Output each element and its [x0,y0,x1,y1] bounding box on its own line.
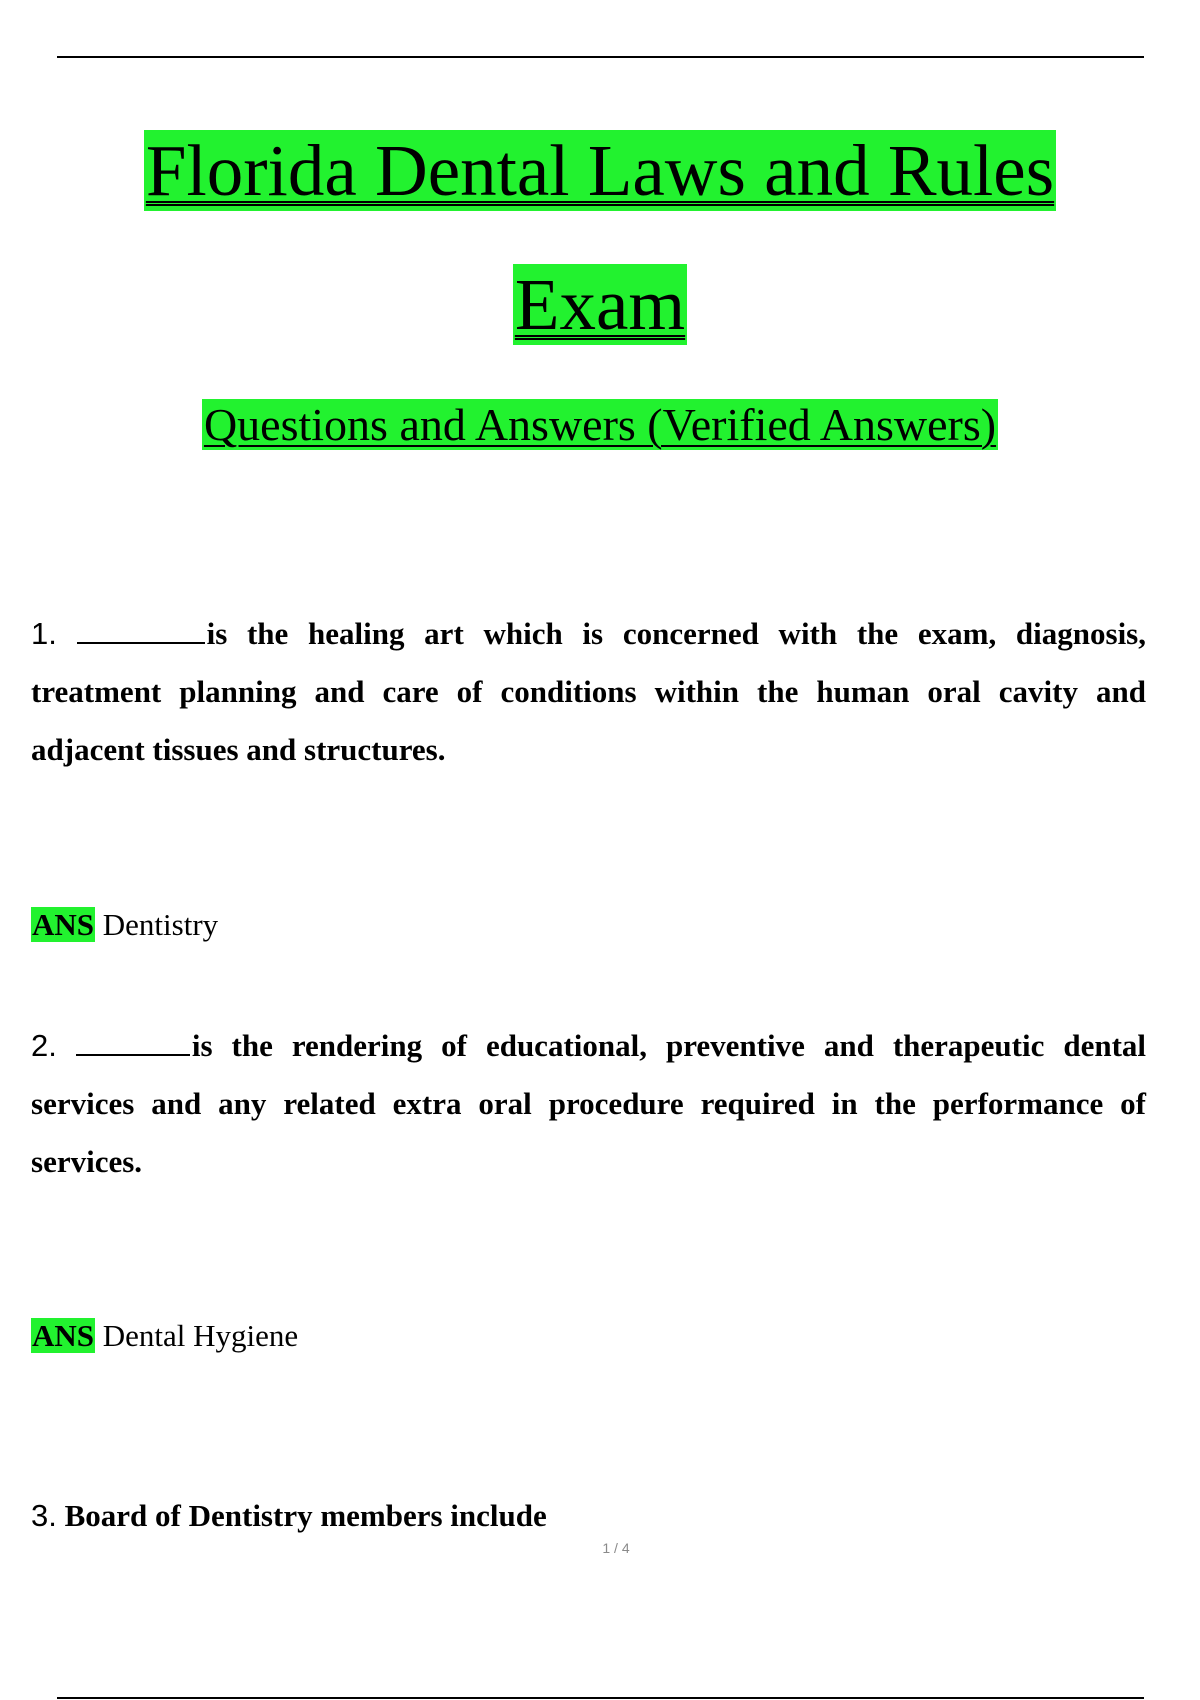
answer-label: ANS [32,1318,95,1353]
question-number: 1. [31,616,57,651]
page-number: 1 / 4 [602,1540,630,1556]
question-text: is the healing art which is concerned with the exam, diagnosis, treatment planning and care of conditions within the human oral cavity and adjacent tissues and structures. [31,616,1146,767]
bottom-rule [57,1697,1144,1699]
question-2 [31,1017,1146,1191]
question-3 [31,1487,1146,1545]
answer-text: Dental Hygiene [102,1318,299,1353]
title-highlight-1: Florida Dental Laws and Rules [145,130,1055,211]
answer-1 [31,905,218,945]
subtitle-highlight: Questions and Answers (Verified Answers) [203,399,997,450]
answer-text: Dentistry [102,907,219,942]
document-title-line-1 [0,124,1200,218]
answer-2 [31,1316,298,1356]
question-1 [31,605,1146,779]
question-text: Board of Dentistry members include [64,1498,547,1533]
question-number: 2. [31,1028,57,1063]
document-title-line-2 [0,258,1200,352]
fill-in-blank [77,616,205,644]
fill-in-blank [76,1028,190,1056]
title-highlight-2: Exam [514,264,686,345]
question-text: is the rendering of educational, preventive and therapeutic dental services and any related extra oral procedure required in the performance of services. [31,1028,1147,1179]
answer-label: ANS [32,907,95,942]
top-rule [57,56,1144,58]
document-subtitle [0,394,1200,456]
question-number: 3. [31,1498,57,1533]
